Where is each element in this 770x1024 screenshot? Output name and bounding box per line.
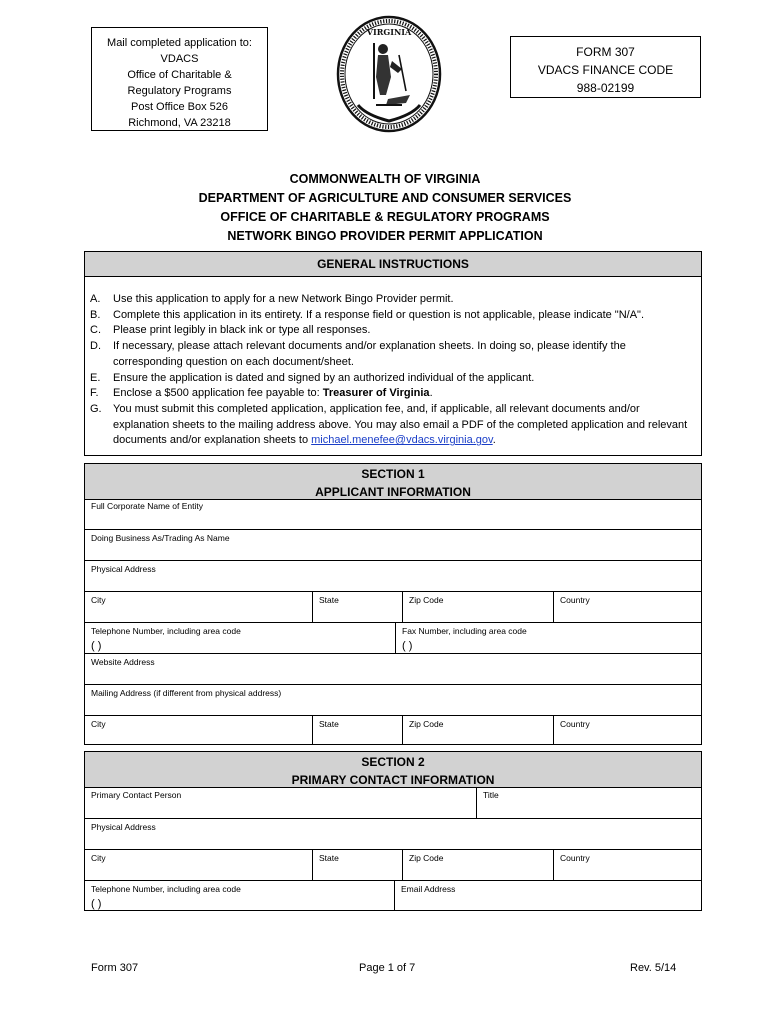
instruction-item: C. Please print legibly in black ink or type all responses. <box>90 324 371 337</box>
footer-revision: Rev. 5/14 <box>630 962 677 974</box>
payee-name: Treasurer of Virginia <box>322 387 430 400</box>
mail-line: Richmond, VA 23218 <box>128 117 231 129</box>
instruction-item: D. If necessary, please attach relevant documents and/or explanation sheets. In doing so, please identify the corresponding question on each document/sheet. <box>90 340 626 368</box>
section2-number: SECTION 2 <box>361 755 425 769</box>
mailing-country-field[interactable]: Country <box>553 716 701 745</box>
fax-field[interactable]: Fax Number, including area code ( ) <box>395 623 701 653</box>
section1-title: APPLICANT INFORMATION <box>315 485 471 499</box>
form-row <box>85 787 701 818</box>
mailing-address-field[interactable]: Mailing Address (if different from physical address) <box>91 688 282 698</box>
contact-address-field[interactable]: Physical Address <box>91 822 156 832</box>
seal-text: VIRGINIA <box>366 27 412 37</box>
instruction-item: B. Complete this application in its entirety. If a response field or question is not applicable, please indicate "N/A". <box>90 308 645 321</box>
country-field[interactable]: Country <box>553 592 701 622</box>
contact-telephone-field[interactable]: Telephone Number, including area code ( ) <box>91 884 241 910</box>
contact-email-field[interactable]: Email Address <box>394 881 701 911</box>
section1-number: SECTION 1 <box>361 467 425 481</box>
document-titles <box>85 170 685 246</box>
state-field[interactable]: State <box>312 592 402 622</box>
form-row <box>85 591 701 622</box>
mailing-address-box <box>91 27 268 131</box>
mailing-zip-field[interactable]: Zip Code <box>402 716 553 745</box>
form-row <box>85 560 701 591</box>
city-field[interactable]: City <box>91 595 106 605</box>
form-row <box>85 529 701 560</box>
general-instructions-title: GENERAL INSTRUCTIONS <box>317 257 469 271</box>
dba-field[interactable]: Doing Business As/Trading As Name <box>91 533 230 543</box>
instruction-item: F. Enclose a $500 application fee payable to: Treasurer of Virginia. <box>90 387 433 400</box>
finance-code-label: VDACS FINANCE CODE <box>537 63 674 77</box>
form-row <box>85 498 701 529</box>
mail-line: VDACS <box>160 53 199 65</box>
form-row <box>85 818 701 849</box>
area-code-parens: ( ) <box>91 898 102 910</box>
mail-line: Mail completed application to: <box>107 37 252 49</box>
finance-code: 988-02199 <box>576 81 635 95</box>
title-department: DEPARTMENT OF AGRICULTURE AND CONSUMER SERVICES <box>198 191 572 205</box>
contact-zip-field[interactable]: Zip Code <box>402 850 553 880</box>
mailing-city-field[interactable]: City <box>91 719 106 729</box>
contact-country-field[interactable]: Country <box>553 850 701 880</box>
general-instructions-header <box>84 251 702 277</box>
email-link[interactable]: michael.menefee@vdacs.virginia.gov <box>311 434 493 447</box>
footer-form-number: Form 307 <box>91 962 139 974</box>
instruction-item: E. Ensure the application is dated and signed by an authorized individual of the applicant. <box>90 371 535 384</box>
contact-state-field[interactable]: State <box>312 850 402 880</box>
corp-name-field[interactable]: Full Corporate Name of Entity <box>91 501 203 511</box>
title-commonwealth: COMMONWEALTH OF VIRGINIA <box>289 172 481 186</box>
form-row <box>85 880 701 911</box>
form-code-box <box>510 36 701 98</box>
contact-city-field[interactable]: City <box>91 853 106 863</box>
instruction-item: G. You must submit this completed application, application fee, and, if applicable, all relevant documents and/or explanation sheets to the mailing address above. You may also email a PDF of the completed application and relevant documents and/or explanation sheets to michael.menefee@vdacs.virginia.gov. <box>90 402 688 447</box>
area-code-parens: ( ) <box>402 640 413 652</box>
title-office: OFFICE OF CHARITABLE & REGULATORY PROGRAMS <box>220 210 550 224</box>
zip-field[interactable]: Zip Code <box>402 592 553 622</box>
virginia-seal-icon <box>336 15 442 133</box>
section2-header <box>84 751 702 788</box>
form-number: FORM 307 <box>576 45 635 59</box>
title-application: NETWORK BINGO PROVIDER PERMIT APPLICATION <box>227 229 543 243</box>
form-row <box>85 622 701 653</box>
mailing-state-field[interactable]: State <box>312 716 402 745</box>
physical-address-field[interactable]: Physical Address <box>91 564 156 574</box>
mail-line: Regulatory Programs <box>127 85 232 97</box>
section1-fields <box>84 498 702 745</box>
mail-line: Post Office Box 526 <box>130 101 229 113</box>
section2-title: PRIMARY CONTACT INFORMATION <box>291 773 495 787</box>
area-code-parens: ( ) <box>91 640 102 652</box>
instructions-list <box>90 292 690 449</box>
form-row <box>85 849 701 880</box>
website-field[interactable]: Website Address <box>91 657 155 667</box>
contact-person-field[interactable]: Primary Contact Person <box>91 790 182 800</box>
form-row <box>85 715 701 745</box>
instruction-item: A. Use this application to apply for a new Network Bingo Provider permit. <box>90 293 454 305</box>
mail-line: Office of Charitable & <box>127 69 232 81</box>
form-row <box>85 653 701 684</box>
footer-page-number: Page 1 of 7 <box>359 962 416 974</box>
section2-fields <box>84 787 702 911</box>
telephone-field[interactable]: Telephone Number, including area code ( ) <box>91 626 241 652</box>
form-row <box>85 684 701 715</box>
contact-title-field[interactable]: Title <box>476 787 701 818</box>
section1-header <box>84 463 702 500</box>
